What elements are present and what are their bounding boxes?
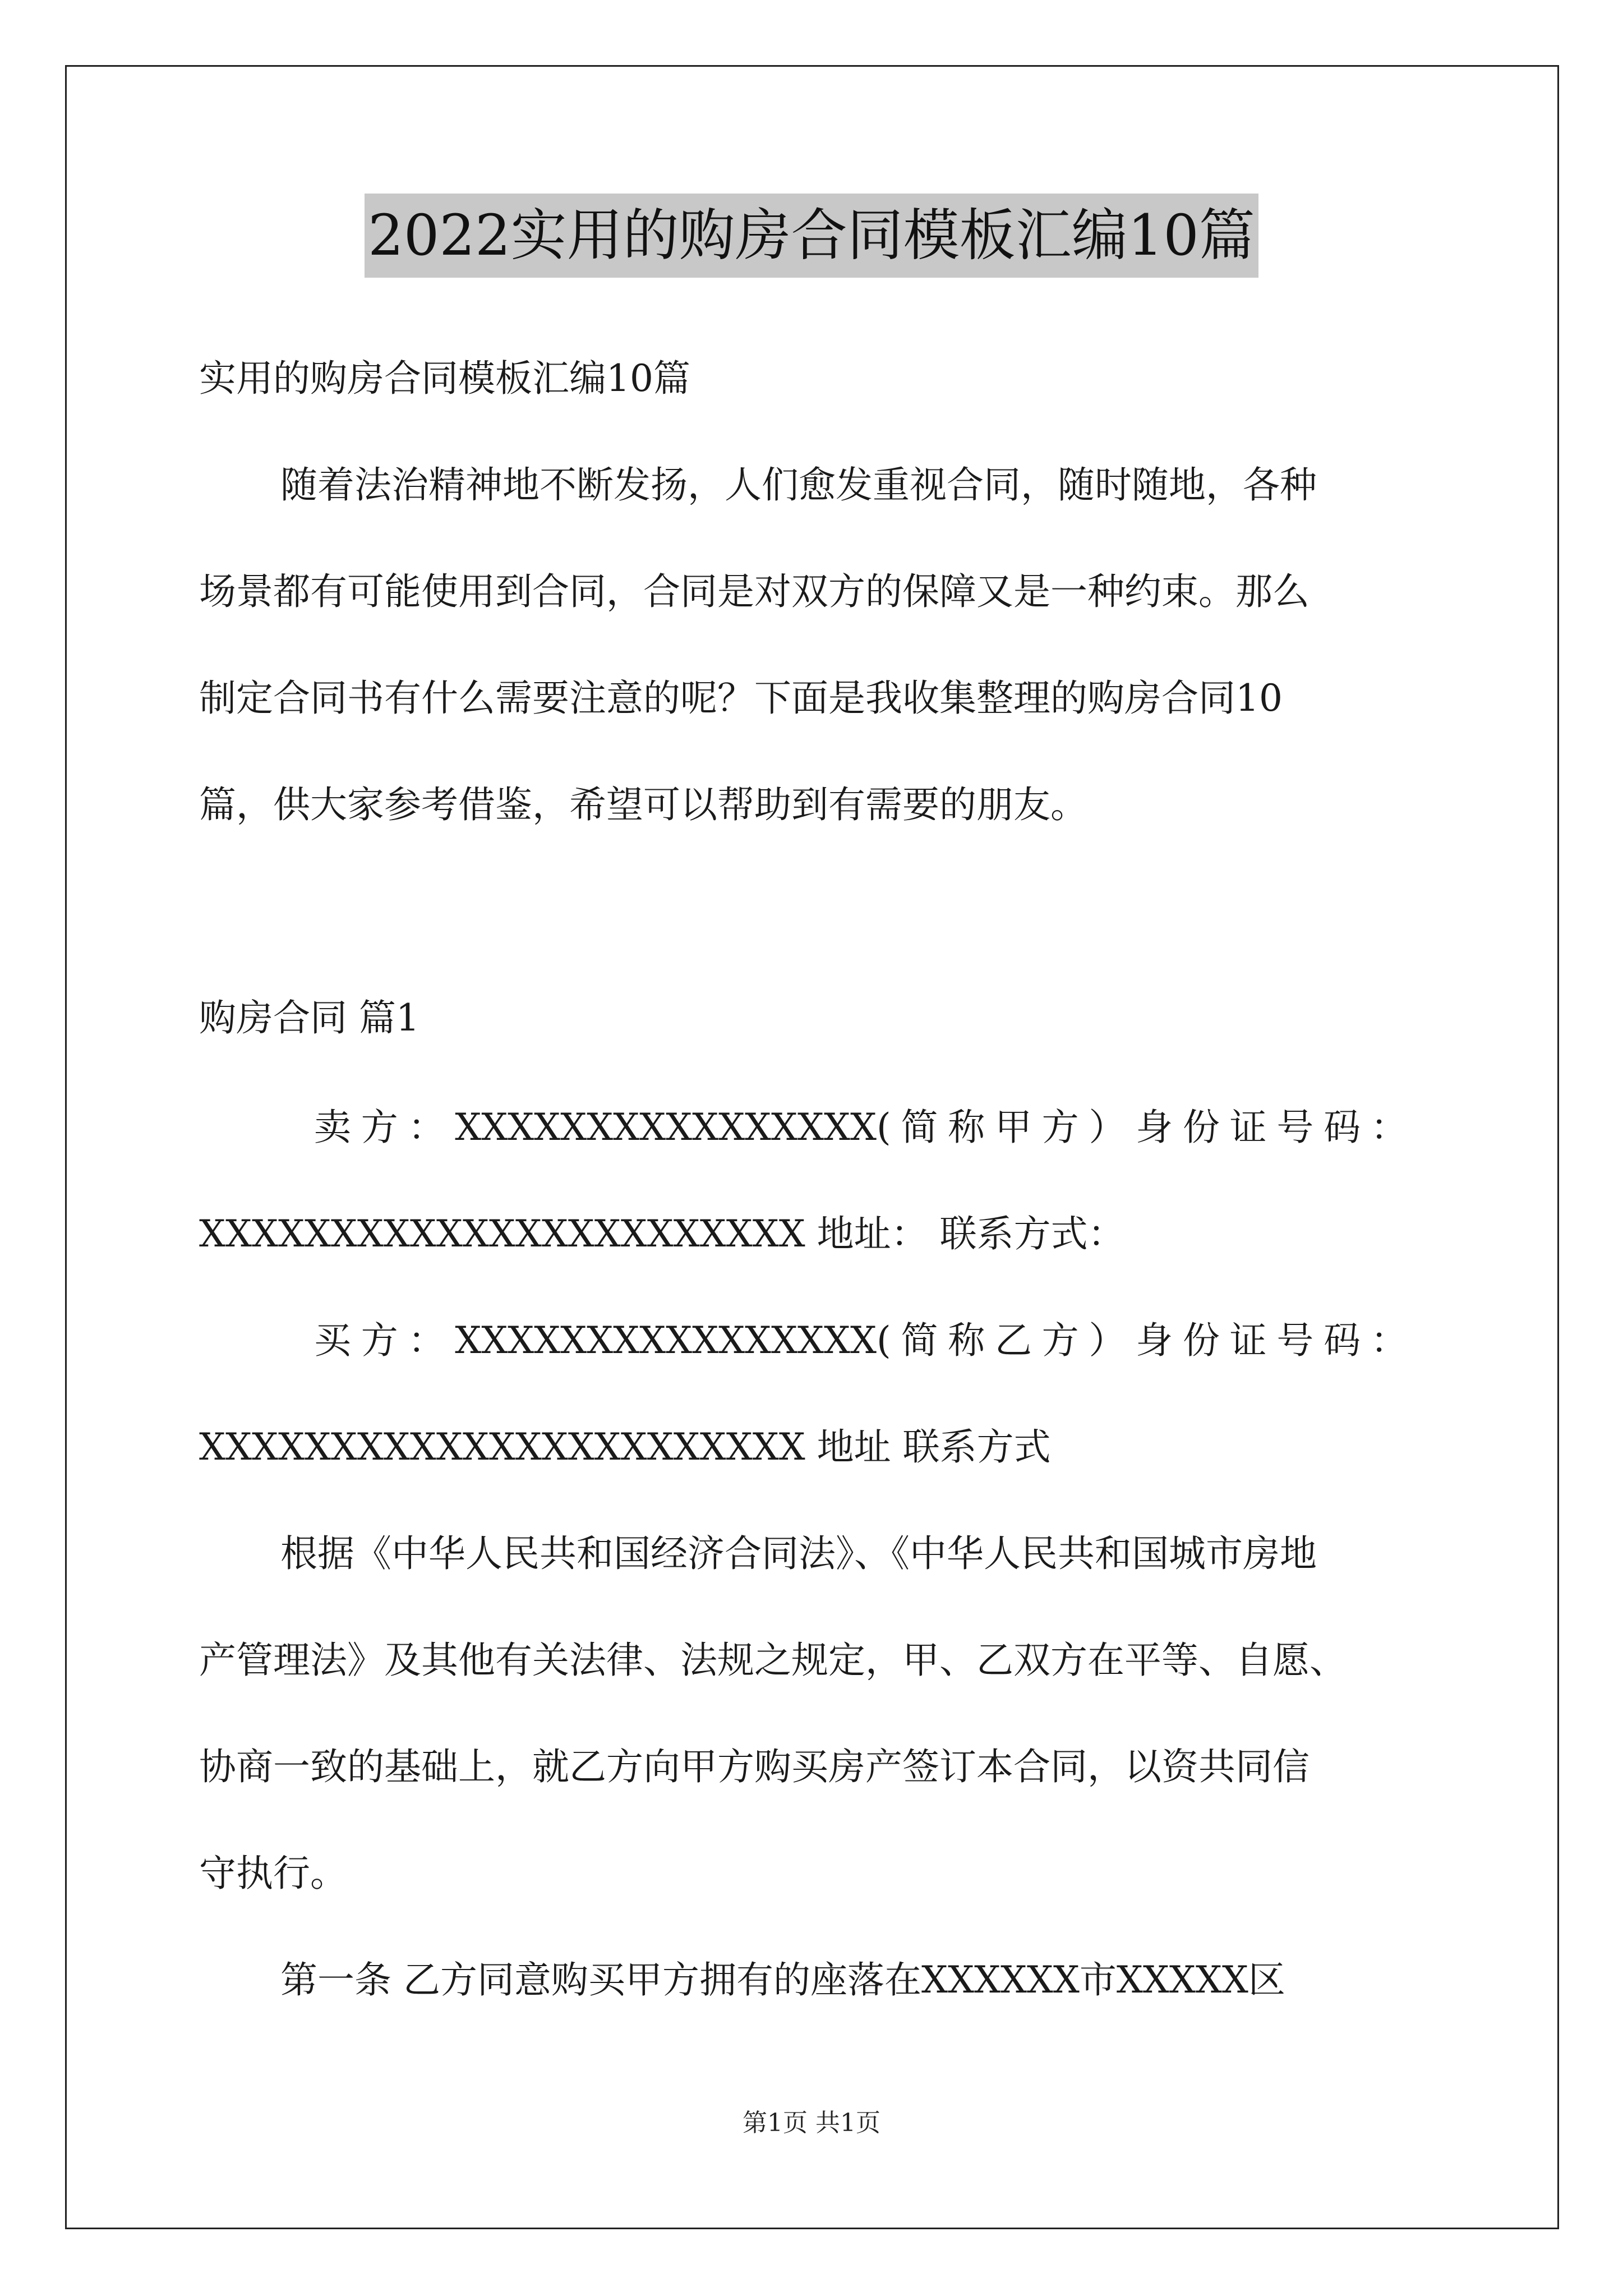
seller-alias-char: 简	[901, 1106, 938, 1149]
seller-id-char: 号	[1276, 1106, 1314, 1149]
buyer-alias-char: 方	[1041, 1319, 1079, 1362]
buyer-id-char: 码	[1324, 1319, 1361, 1362]
buyer-alias-char: 简	[901, 1319, 938, 1362]
buyer-id-char: 身	[1136, 1319, 1173, 1362]
seller-label-char: 卖	[314, 1106, 351, 1149]
seller-alias-char: 称	[948, 1106, 985, 1149]
buyer-label-char: 买	[314, 1319, 351, 1362]
seller-alias-char: 甲	[994, 1106, 1032, 1149]
basis-line-4: 守执行。	[199, 1852, 347, 1895]
seller-id-char: 身	[1136, 1106, 1173, 1149]
seller-id-char: 证	[1229, 1106, 1267, 1149]
seller-id-char: 码	[1324, 1106, 1361, 1149]
seller-line-1	[314, 1102, 1408, 1153]
basis-line-3: 协商一致的基础上，就乙方向甲方购买房产签订本合同，以资共同信	[199, 1745, 1310, 1788]
document-title: 2022实用的购房合同模板汇编10篇	[365, 194, 1258, 278]
seller-label-char: ：	[408, 1106, 445, 1149]
buyer-id-char: 号	[1276, 1319, 1314, 1362]
buyer-xs: XXXXXXXXXXXXXXXX(	[455, 1319, 891, 1362]
buyer-alias-char: 称	[948, 1319, 985, 1362]
page-footer: 第1页 共1页	[743, 2109, 880, 2137]
buyer-line-1	[314, 1315, 1408, 1366]
article-1-line: 第一条 乙方同意购买甲方拥有的座落在XXXXXX市XXXXX区	[280, 1958, 1285, 2001]
buyer-id-char: ：	[1370, 1319, 1408, 1362]
seller-id-char: ：	[1370, 1106, 1408, 1149]
basis-line-2: 产管理法》及其他有关法律、法规之规定，甲、乙双方在平等、自愿、	[199, 1639, 1347, 1682]
seller-line-2: XXXXXXXXXXXXXXXXXXXXXXX 地址： 联系方式：	[199, 1212, 1125, 1255]
seller-xs: XXXXXXXXXXXXXXXX(	[455, 1106, 891, 1149]
buyer-alias-char: 乙	[994, 1319, 1032, 1362]
buyer-id-char: 份	[1182, 1319, 1220, 1362]
buyer-line-2: XXXXXXXXXXXXXXXXXXXXXXX 地址 联系方式	[199, 1425, 1051, 1469]
section-heading: 购房合同 篇1	[199, 996, 419, 1039]
seller-alias-char: ）	[1089, 1106, 1126, 1149]
document-subtitle: 实用的购房合同模板汇编10篇	[199, 357, 690, 400]
intro-line-4: 篇，供大家参考借鉴，希望可以帮助到有需要的朋友。	[199, 783, 1087, 826]
title-wrap	[0, 194, 1623, 278]
buyer-label-char: 方	[361, 1319, 398, 1362]
intro-line-3: 制定合同书有什么需要注意的呢？下面是我收集整理的购房合同10	[199, 677, 1283, 720]
basis-line-1: 根据《中华人民共和国经济合同法》、《中华人民共和国城市房地	[280, 1532, 1317, 1575]
intro-line-1: 随着法治精神地不断发扬，人们愈发重视合同，随时随地，各种	[280, 463, 1317, 507]
seller-alias-char: 方	[1041, 1106, 1079, 1149]
seller-label-char: 方	[361, 1106, 398, 1149]
buyer-label-char: ：	[408, 1319, 445, 1362]
buyer-alias-char: ）	[1089, 1319, 1126, 1362]
seller-id-char: 份	[1182, 1106, 1220, 1149]
intro-line-2: 场景都有可能使用到合同，合同是对双方的保障又是一种约束。那么	[199, 570, 1310, 613]
buyer-id-char: 证	[1229, 1319, 1267, 1362]
